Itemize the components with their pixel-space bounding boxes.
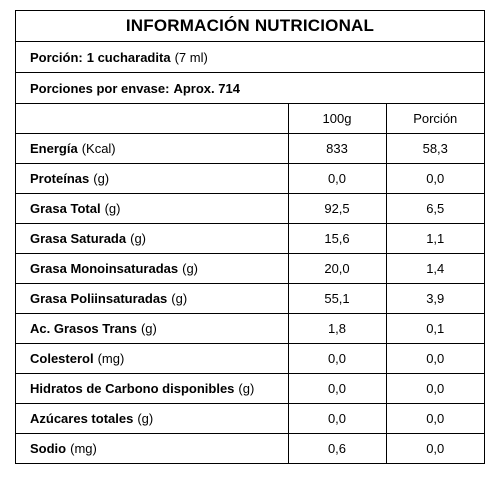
nutrient-name: Hidratos de Carbono disponibles	[30, 381, 235, 396]
table-row	[16, 134, 484, 164]
table-row	[16, 224, 484, 254]
nutrient-name-cell	[16, 134, 288, 164]
servings-per-container-row	[16, 73, 484, 104]
nutrient-name: Grasa Poliinsaturadas	[30, 291, 168, 306]
nutrient-name-cell	[16, 164, 288, 194]
value-per-serving: 0,0	[386, 164, 484, 194]
value-per-100g: 1,8	[288, 314, 386, 344]
serving-size-unit: (7 ml)	[174, 49, 208, 65]
nutrient-name: Ac. Grasos Trans	[30, 321, 137, 336]
nutrition-label	[15, 10, 485, 464]
nutrient-name: Azúcares totales	[30, 411, 134, 426]
serving-size-value: 1 cucharadita	[86, 49, 171, 65]
serving-size-label: Porción:	[30, 49, 83, 65]
nutrient-name-cell	[16, 284, 288, 314]
table-row	[16, 314, 484, 344]
column-header-row	[16, 104, 484, 134]
nutrient-unit: (mg)	[70, 441, 97, 456]
value-per-serving: 1,1	[386, 224, 484, 254]
nutrient-unit: (g)	[93, 171, 110, 186]
nutrient-unit: (g)	[171, 291, 188, 306]
nutrient-name: Grasa Saturada	[30, 231, 127, 246]
value-per-serving: 0,0	[386, 344, 484, 374]
value-per-100g: 0,6	[288, 434, 386, 464]
nutrient-unit: (g)	[238, 381, 255, 396]
value-per-100g: 92,5	[288, 194, 386, 224]
servings-per-container-value: Aprox. 714	[173, 80, 240, 96]
value-per-serving: 0,0	[386, 404, 484, 434]
nutrient-name-cell	[16, 434, 288, 464]
value-per-100g: 15,6	[288, 224, 386, 254]
column-header-per-100g: 100g	[288, 104, 386, 134]
nutrient-unit: (mg)	[97, 351, 125, 366]
value-per-serving: 0,1	[386, 314, 484, 344]
table-row	[16, 404, 484, 434]
servings-per-container-label: Porciones por envase:	[30, 80, 170, 96]
nutrient-name-cell	[16, 194, 288, 224]
nutrient-name: Grasa Monoinsaturadas	[30, 261, 179, 276]
nutrient-name-cell	[16, 344, 288, 374]
value-per-serving: 58,3	[386, 134, 484, 164]
nutrient-name-cell	[16, 224, 288, 254]
column-header-per-serving: Porción	[386, 104, 484, 134]
value-per-100g: 0,0	[288, 164, 386, 194]
nutrient-unit: (g)	[182, 261, 198, 276]
table-row	[16, 344, 484, 374]
header-spacer	[16, 104, 288, 134]
nutrient-unit: (g)	[104, 201, 121, 216]
serving-size-row	[16, 42, 484, 73]
nutrient-name: Energía	[30, 141, 78, 156]
label-title: INFORMACIÓN NUTRICIONAL	[16, 11, 484, 42]
value-per-serving: 6,5	[386, 194, 484, 224]
nutrient-name-cell	[16, 254, 288, 284]
nutrient-name-cell	[16, 314, 288, 344]
value-per-serving: 3,9	[386, 284, 484, 314]
table-row	[16, 164, 484, 194]
value-per-100g: 0,0	[288, 344, 386, 374]
value-per-100g: 0,0	[288, 404, 386, 434]
value-per-100g: 0,0	[288, 374, 386, 404]
table-row	[16, 434, 484, 464]
value-per-100g: 55,1	[288, 284, 386, 314]
value-per-serving: 1,4	[386, 254, 484, 284]
nutrient-name: Colesterol	[30, 351, 94, 366]
table-row	[16, 284, 484, 314]
table-row	[16, 374, 484, 404]
nutrient-name-cell	[16, 374, 288, 404]
value-per-100g: 20,0	[288, 254, 386, 284]
nutrient-unit: (g)	[137, 411, 154, 426]
nutrient-name: Proteínas	[30, 171, 90, 186]
table-row	[16, 194, 484, 224]
nutrient-table	[16, 104, 484, 463]
value-per-serving: 0,0	[386, 434, 484, 464]
nutrient-name: Sodio	[30, 441, 67, 456]
nutrient-unit: (g)	[140, 321, 157, 336]
value-per-100g: 833	[288, 134, 386, 164]
table-row	[16, 254, 484, 284]
nutrient-name: Grasa Total	[30, 201, 101, 216]
nutrient-unit: (g)	[130, 231, 146, 246]
nutrient-name-cell	[16, 404, 288, 434]
nutrient-unit: (Kcal)	[81, 141, 116, 156]
value-per-serving: 0,0	[386, 374, 484, 404]
